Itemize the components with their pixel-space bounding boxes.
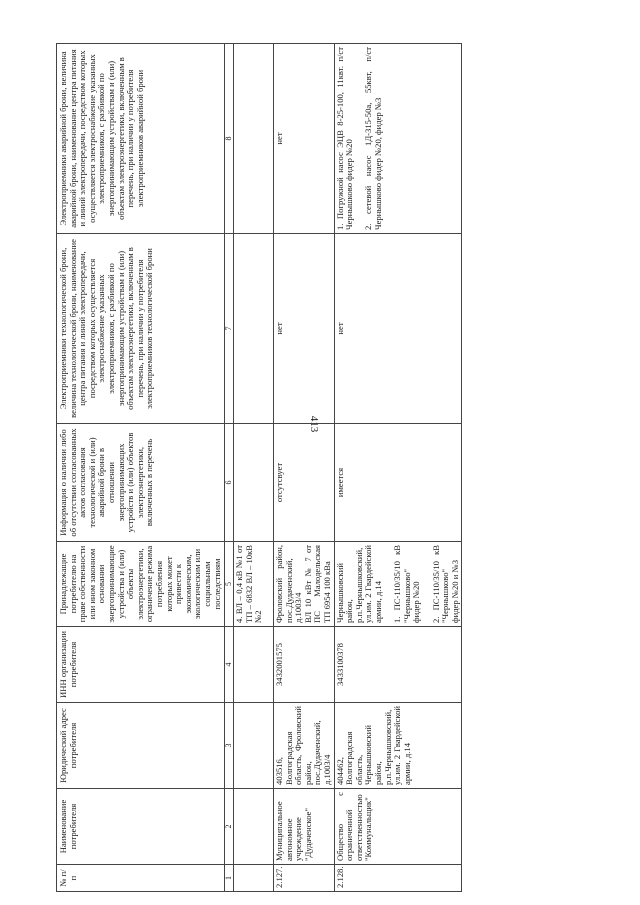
cell-emergency-reserve: 1. Погружной насос ЭЦВ 8-25-100, 11квт. п/ст Чернышково фидер №20 2. сетевой насос 1Д-315-50а, 55квт, п/ст Чернышково фидер №20, фидер №3	[334, 44, 462, 234]
col-number: 7	[225, 234, 234, 424]
header-acts: Информация о наличии либо об отсутствии согласованных актов согласования технологической и (или) аварийной брони в отношении энергопринимающих устройств и (или) объектов электроэнергетики, включенных в перечень	[57, 424, 225, 542]
cell-tech-reserve: нет	[274, 234, 335, 424]
cell-empty	[234, 789, 274, 865]
cell-devices: 4. ВЛ – 0,4 кВ №1 от ТП – 6832 ВЛ – 10кВ №2	[234, 542, 274, 627]
cell-inn: 3433100378	[334, 627, 462, 703]
cell-num: 2.127.	[274, 865, 335, 892]
cell-empty	[234, 627, 274, 703]
cell-acts: отсутсвует	[274, 424, 335, 542]
header-num: № п/п	[57, 865, 225, 892]
col-number: 1	[225, 865, 234, 892]
table-row	[274, 44, 335, 892]
cell-empty	[234, 865, 274, 892]
col-number: 6	[225, 424, 234, 542]
header-inn: ИНН организации потребителя	[57, 627, 225, 703]
cell-empty	[234, 234, 274, 424]
cell-address: 404462, Волгоградская область, Чернышковский район, р.п.Чернышковский, ул.им. 2 Гвардейской армии, д.14	[334, 703, 462, 789]
col-number: 8	[225, 44, 234, 234]
cell-empty	[234, 44, 274, 234]
table-header-row	[57, 44, 225, 892]
continuation-row	[234, 44, 274, 892]
cell-emergency-reserve: нет	[274, 44, 335, 234]
cell-name: Муниципальное автономное учреждение "Дудаченское"	[274, 789, 335, 865]
header-devices: Принадлежащие потребителю на праве собственности или ином законном основании энергопринимающие устройства и (или) объекты электроэнергетики, ограничение режима потребления которых может привести к экономическим, экологическим или социальным последствиям	[57, 542, 225, 627]
consumer-table	[56, 43, 462, 892]
col-number: 3	[225, 703, 234, 789]
cell-address: 403516, Волгоградская область, Фроловский район, пос.Дудаченский, д.1003/4	[274, 703, 335, 789]
cell-devices: Фроловский район, пос.Дудаченский, д.1003/4 ВЛ 10 кВт № 7 от ПС Малодельская ТП 6954 100 кВа	[274, 542, 335, 627]
table-row	[334, 44, 462, 892]
cell-empty	[234, 703, 274, 789]
cell-acts: имеется	[334, 424, 462, 542]
header-address: Юридический адрес потребителя	[57, 703, 225, 789]
rotated-page-content	[56, 44, 460, 892]
col-number: 2	[225, 789, 234, 865]
col-number: 5	[225, 542, 234, 627]
cell-num: 2.128.	[334, 865, 462, 892]
page-number: 413	[308, 415, 320, 433]
cell-tech-reserve: нет	[334, 234, 462, 424]
cell-devices: Чернышковский район, р.п.Чернышковский, ул.им. 2 Гвардейской армии, д.14 1. ПС-110/35/10 кВ "Чернышково" фидер №20 2. ПС-110/35/10 кВ "Чернышково" фидер №20 и №3	[334, 542, 462, 627]
col-number: 4	[225, 627, 234, 703]
header-tech-reserve: Электроприемники технологической брони, величина технологической брони, наименование центра питания и линий электропередачи, посредством которых осуществляется электроснабжение указанных электроприемников, с разбивкой по энергопринимающим устройствам и (или) объектам электроэнергетики, включенным в перечень, при наличии у потребителя электроприемников технологической брони	[57, 234, 225, 424]
cell-name: Общество с ограниченной ответственностью "Коммунальщик"	[334, 789, 462, 865]
cell-empty	[234, 424, 274, 542]
column-number-row	[225, 44, 234, 892]
header-name: Наименование потребителя	[57, 789, 225, 865]
cell-inn: 3432001575	[274, 627, 335, 703]
header-emergency-reserve: Электроприемники аварийной брони, величина аварийной брони, наименование центра питания и линий электропередачи, посредством которых осуществляется электроснабжение указанных электроприемников, с разбивкой по энергопринимающим устройствам и (или) объектам электроэнергетики, включенным в перечень, при наличии у потребителя электроприемников аварийной брони	[57, 44, 225, 234]
